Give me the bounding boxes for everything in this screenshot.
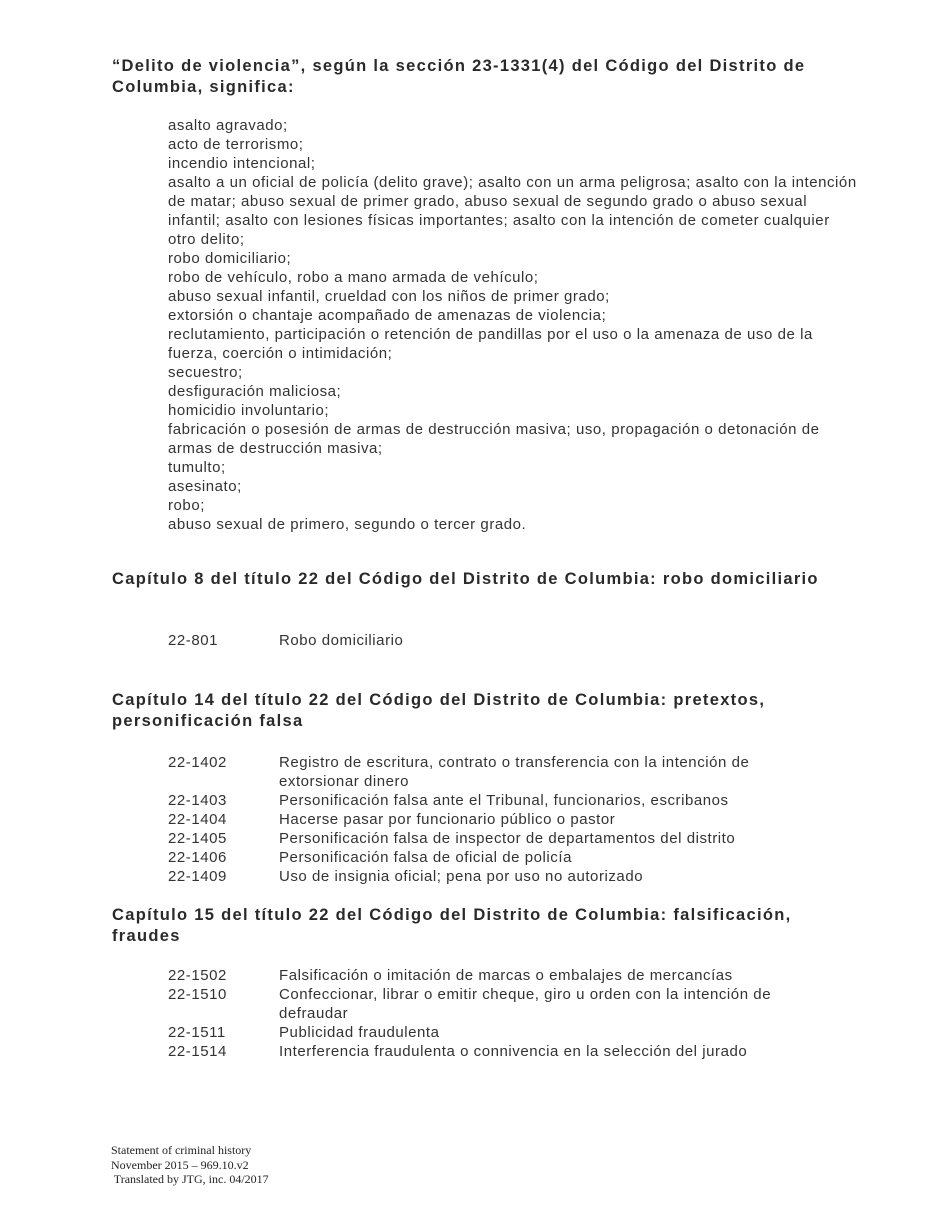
table-row [168,810,808,829]
chapter-15-heading: Capítulo 15 del título 22 del Código del Distrito de Columbia: falsificación, fraudes [112,906,792,945]
list-item: asalto a un oficial de policía (delito grave); asalto con un arma peligrosa; asalto con la intención de matar; abuso sexual de primer grado, abuso sexual de segundo grado o abuso sexual infantil; asalto con lesiones físicas importantes; asalto con la intención de cometer cualquier otro delito; [168,174,857,248]
violence-definition-heading: “Delito de violencia”, según la sección 23-1331(4) del Código del Distrito de Columbia, significa: [112,57,806,96]
table-row [168,829,808,848]
table-row [168,631,808,650]
code-number: 22-1405 [168,830,227,847]
table-row [168,791,808,810]
code-description: Personificación falsa de inspector de departamentos del distrito [279,830,736,847]
footer-version: November 2015 – 969.10.v2 [111,1157,249,1172]
code-number: 22-1402 [168,754,227,771]
code-number: 22-1403 [168,792,227,809]
code-number: 22-801 [168,632,219,649]
list-item: robo; [168,497,205,514]
chapter-8-table [168,631,808,650]
code-number: 22-1409 [168,868,227,885]
code-number: 22-1511 [168,1024,226,1041]
table-row [168,1042,808,1061]
chapter-14-table [168,753,808,886]
chapter-8-heading: Capítulo 8 del título 22 del Código del Distrito de Columbia: robo domiciliario [112,570,819,588]
document-footer [111,1143,269,1187]
table-row [168,966,808,985]
code-description: Interferencia fraudulenta o connivencia en la selección del jurado [279,1043,748,1060]
code-number: 22-1406 [168,849,227,866]
footer-translation-credit: Translated by JTG, inc. 04/2017 [111,1172,269,1186]
list-item: abuso sexual de primero, segundo o tercer grado. [168,516,527,533]
list-item: desfiguración maliciosa; [168,383,342,400]
code-description: Robo domiciliario [279,632,404,649]
list-item: robo domiciliario; [168,250,292,267]
list-item: tumulto; [168,459,226,476]
code-number: 22-1510 [168,986,227,1003]
list-item: incendio intencional; [168,155,316,172]
code-description: Personificación falsa de oficial de policía [279,849,572,866]
list-item: fabricación o posesión de armas de destrucción masiva; uso, propagación o detonación de armas de destrucción masiva; [168,421,820,457]
code-description: Uso de insignia oficial; pena por uso no autorizado [279,868,644,885]
chapter-14-heading: Capítulo 14 del título 22 del Código del Distrito de Columbia: pretextos, personificación falsa [112,691,766,730]
table-row [168,1023,808,1042]
code-number: 22-1514 [168,1043,227,1060]
table-row [168,848,808,867]
chapter-15-table [168,966,808,1061]
list-item: secuestro; [168,364,243,381]
table-row [168,985,808,1023]
table-row [168,867,808,886]
code-description: Falsificación o imitación de marcas o embalajes de mercancías [279,967,733,984]
list-item: reclutamiento, participación o retención de pandillas por el uso o la amenaza de uso de la fuerza, coerción o intimidación; [168,326,813,362]
violence-offense-list [168,116,858,534]
code-description: Personificación falsa ante el Tribunal, funcionarios, escribanos [279,792,729,809]
list-item: asesinato; [168,478,242,495]
code-number: 22-1404 [168,811,227,828]
code-description: Confeccionar, librar o emitir cheque, giro u orden con la intención de defraudar [279,986,772,1022]
list-item: asalto agravado; [168,117,288,134]
code-description: Hacerse pasar por funcionario público o pastor [279,811,616,828]
code-description: Publicidad fraudulenta [279,1024,440,1041]
table-row [168,753,808,791]
list-item: abuso sexual infantil, crueldad con los niños de primer grado; [168,288,610,305]
code-number: 22-1502 [168,967,227,984]
code-description: Registro de escritura, contrato o transferencia con la intención de extorsionar dinero [279,754,750,790]
list-item: extorsión o chantaje acompañado de amenazas de violencia; [168,307,607,324]
list-item: homicidio involuntario; [168,402,330,419]
footer-title: Statement of criminal history [111,1143,252,1157]
list-item: robo de vehículo, robo a mano armada de vehículo; [168,269,539,286]
list-item: acto de terrorismo; [168,136,304,153]
